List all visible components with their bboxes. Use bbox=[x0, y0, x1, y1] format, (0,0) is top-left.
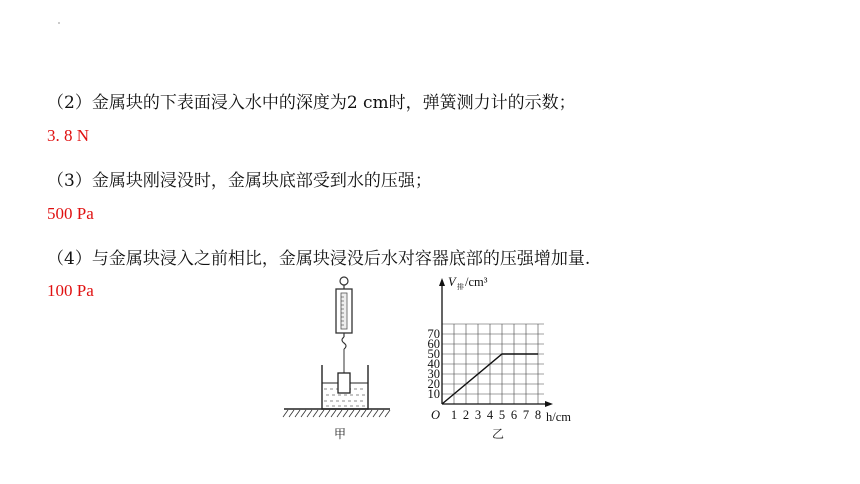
y-axis-subscript: 排 bbox=[457, 283, 464, 291]
y-tick-label: 10 bbox=[427, 387, 440, 401]
x-tick-label: 4 bbox=[486, 408, 494, 422]
metal-block bbox=[338, 373, 350, 393]
question-3-text: （3）金属块刚浸没时，金属块底部受到水的压强； bbox=[47, 171, 432, 191]
answer-3: 500 Pa bbox=[47, 204, 94, 223]
figure-b-caption: 乙 bbox=[491, 427, 505, 441]
x-tick-label: 7 bbox=[522, 408, 530, 422]
volume-depth-chart bbox=[418, 273, 590, 473]
y-axis-label: V bbox=[448, 275, 456, 289]
answer-2: 3. 8 N bbox=[47, 126, 90, 145]
answer-4: 100 Pa bbox=[47, 281, 94, 300]
figure-a-caption: 甲 bbox=[333, 427, 347, 441]
y-tick-label: 30 bbox=[427, 367, 440, 381]
y-tick-label: 70 bbox=[427, 327, 440, 341]
x-tick-label: 3 bbox=[474, 408, 482, 422]
x-tick-label: 2 bbox=[462, 408, 470, 422]
y-tick-label: 20 bbox=[427, 377, 440, 391]
x-tick-label: 6 bbox=[510, 408, 518, 422]
y-axis-unit: /cm³ bbox=[465, 275, 488, 289]
apparatus-figure bbox=[280, 273, 395, 445]
origin-label: O bbox=[431, 408, 441, 422]
x-tick-label: 1 bbox=[450, 408, 458, 422]
x-tick-label: 8 bbox=[534, 408, 542, 422]
x-axis-arrow bbox=[545, 401, 553, 407]
y-tick-label: 50 bbox=[427, 347, 440, 361]
decorative-dot bbox=[58, 22, 60, 24]
question-4-text: （4）与金属块浸入之前相比，金属块浸没后水对容器底部的压强增加量. bbox=[47, 249, 591, 269]
y-axis-arrow bbox=[439, 278, 445, 286]
scale-hook bbox=[342, 337, 346, 349]
x-tick-label: 5 bbox=[498, 408, 506, 422]
x-axis-label: h/cm bbox=[546, 410, 571, 424]
scale-top-ring bbox=[340, 277, 348, 285]
y-tick-label: 40 bbox=[427, 357, 440, 371]
y-tick-label: 60 bbox=[427, 337, 440, 351]
question-2-text: （2）金属块的下表面浸入水中的深度为2 cm时，弹簧测力计的示数； bbox=[47, 93, 576, 113]
